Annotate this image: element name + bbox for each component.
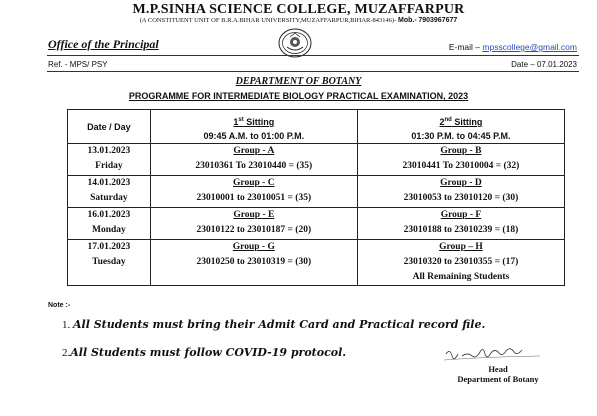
exam-date: 16.01.2023	[87, 210, 131, 220]
exam-date: 17.01.2023	[87, 242, 131, 252]
roll-range: 23010320 to 23010355 = (17)	[403, 257, 519, 267]
group-label: Group - G	[232, 242, 275, 252]
college-emblem-icon	[278, 28, 312, 58]
sitting2-ordinal: 2	[439, 117, 445, 127]
group-label: Group – H	[439, 242, 483, 252]
sitting2-time: 01:30 P.M. to 04:45 P.M.	[411, 131, 511, 141]
date-cell	[68, 144, 151, 176]
roll-range: 23010250 to 23010319 = (30)	[196, 257, 312, 267]
sitting1-time: 09:45 A.M. to 01:00 P.M.	[203, 131, 305, 141]
note-item-admit-card	[62, 318, 485, 331]
exam-day: Tuesday	[92, 257, 126, 267]
sitting1-cell	[150, 176, 357, 208]
sitting2-header	[357, 110, 564, 144]
table-header-row	[68, 110, 565, 144]
group-label: Group - A	[233, 146, 275, 156]
table-row	[68, 144, 565, 176]
sitting1-title	[233, 117, 274, 127]
roll-range: 23010122 to 23010187 = (20)	[196, 225, 312, 235]
header-divider-bottom	[47, 71, 579, 72]
group-label: Group - F	[440, 210, 482, 220]
affiliation-text: (A CONSTITUENT UNIT OF B.R.A.BIHAR UNIVERSITY,MUZAFFARPUR,BIHAR-843146)-	[139, 17, 397, 24]
sitting1-label: Sitting	[243, 117, 275, 127]
table-row	[68, 208, 565, 240]
note-item-covid	[62, 346, 346, 359]
signatory-department: Department of Botany	[457, 374, 539, 384]
exam-date: 13.01.2023	[87, 146, 131, 156]
sitting2-suffix: nd	[444, 117, 452, 123]
group-label: Group - C	[233, 178, 275, 188]
group-label: Group - B	[440, 146, 482, 156]
roll-range: 23010001 to 23010051 = (35)	[196, 193, 312, 203]
programme-heading: PROGRAMME FOR INTERMEDIATE BIOLOGY PRACTICAL EXAMINATION, 2023	[128, 91, 469, 101]
group-label: Group - D	[440, 178, 482, 188]
sitting2-cell	[357, 208, 564, 240]
table-row	[68, 240, 565, 286]
roll-range: 23010053 to 23010120 = (30)	[403, 193, 519, 203]
college-affiliation	[0, 17, 597, 24]
note-text: All Students must bring their Admit Card and Practical record file.	[73, 318, 486, 331]
office-title: Office of the Principal	[48, 37, 159, 51]
note-label: Note :-	[48, 302, 71, 309]
group-label: Group - E	[233, 210, 275, 220]
exam-day: Friday	[95, 161, 123, 171]
department-heading: DEPARTMENT OF BOTANY	[235, 76, 362, 87]
date-cell	[68, 208, 151, 240]
date-cell	[68, 240, 151, 286]
signatory-title: Head	[488, 364, 508, 374]
date-day-header: Date / Day	[68, 110, 151, 144]
college-name: M.P.SINHA SCIENCE COLLEGE, MUZAFFARPUR	[132, 2, 465, 17]
roll-range: 23010361 To 23010440 = (35)	[195, 161, 313, 171]
sitting1-cell	[150, 240, 357, 286]
sitting1-cell	[150, 144, 357, 176]
header-divider	[47, 55, 579, 56]
email-link[interactable]: mpsscollege@gmail.com	[482, 42, 577, 52]
letter-date: Date – 07.01.2023	[511, 60, 577, 69]
exam-day: Monday	[91, 225, 126, 235]
signatory-block	[448, 364, 548, 384]
mobile-label: Mob.-	[398, 17, 417, 24]
exam-date: 14.01.2023	[87, 178, 131, 188]
sitting1-ordinal: 1	[233, 117, 239, 127]
exam-day: Saturday	[90, 193, 128, 203]
sitting2-label: Sitting	[451, 117, 483, 127]
table-row	[68, 176, 565, 208]
sitting1-cell	[150, 208, 357, 240]
exam-schedule-table	[67, 109, 565, 286]
sitting2-cell	[357, 240, 564, 286]
note-number: 1.	[62, 319, 73, 331]
mobile-number: 7903967677	[418, 17, 458, 24]
roll-range: 23010188 to 23010239 = (18)	[403, 225, 519, 235]
email-label: E-mail –	[448, 42, 481, 52]
roll-range: 23010441 To 23010004 = (32)	[402, 161, 520, 171]
note-text: All Students must follow COVID-19 protocol.	[70, 346, 347, 359]
sitting2-cell	[357, 144, 564, 176]
sitting2-title	[440, 117, 483, 127]
sitting1-header	[150, 110, 357, 144]
date-cell	[68, 176, 151, 208]
note-number: 2.	[62, 347, 71, 359]
sitting2-cell	[357, 176, 564, 208]
remaining-students-note: All Remaining Students	[412, 272, 510, 282]
reference-number: Ref. - MPS/ PSY	[48, 60, 108, 69]
sitting1-suffix: st	[238, 117, 244, 123]
signature-icon	[438, 344, 548, 364]
email-line	[449, 42, 577, 52]
